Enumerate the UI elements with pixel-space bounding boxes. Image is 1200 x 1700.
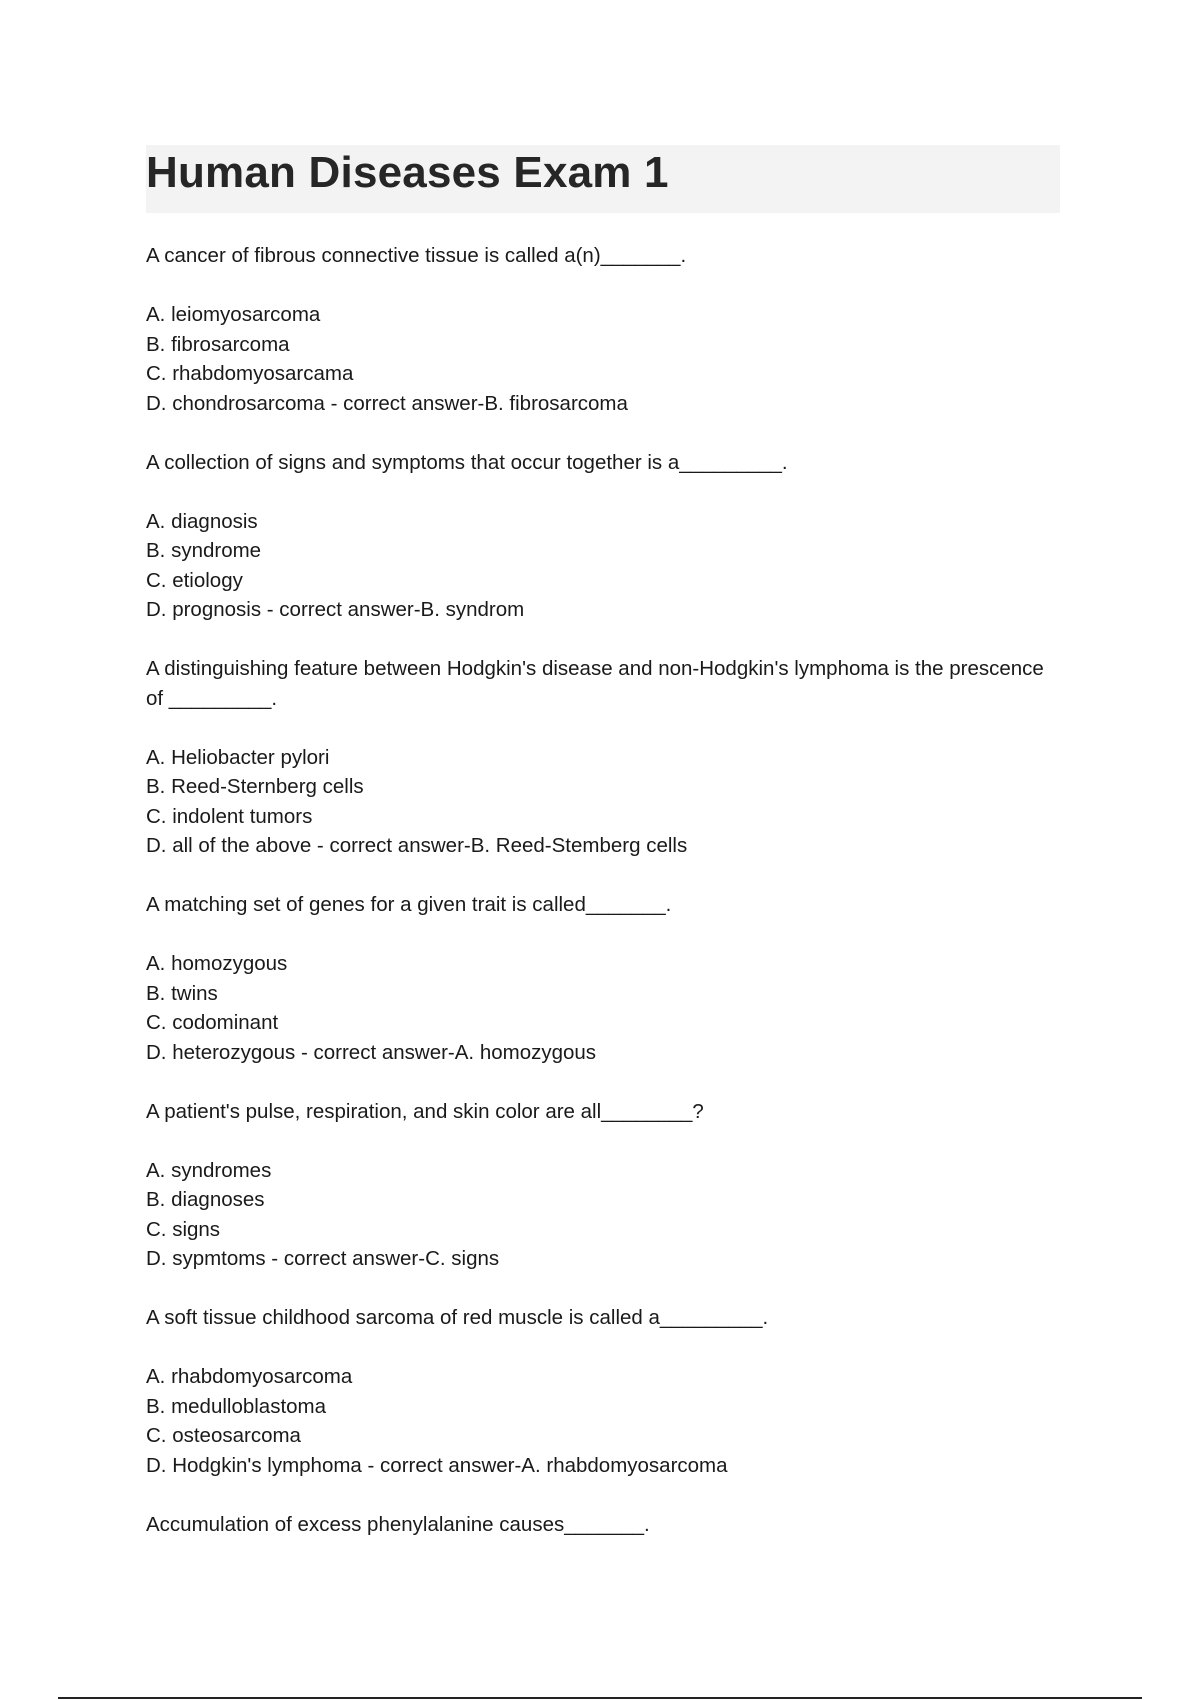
- answer-option-b: B. twins: [146, 981, 218, 1005]
- question-stem: A cancer of fibrous connective tissue is called a(n)_______.: [146, 244, 687, 267]
- answer-options: [146, 743, 1046, 861]
- question-4: [146, 890, 1046, 1067]
- answer-options: [146, 1362, 1046, 1480]
- answer-option-b: B. Reed-Sternberg cells: [146, 775, 364, 798]
- question-stem: A distinguishing feature between Hodgkin's disease and non-Hodgkin's lymphoma is the prescence of _________.: [146, 657, 1044, 710]
- question-stem: Accumulation of excess phenylalanine causes_______.: [146, 1512, 650, 1536]
- question-stem: A collection of signs and symptoms that occur together is a_________.: [146, 450, 788, 474]
- answer-option-d: D. Hodgkin's lymphoma - correct answer-A. rhabdomyosarcoma: [146, 1453, 728, 1477]
- answer-option-d: D. sypmtoms - correct answer-C. signs: [146, 1247, 500, 1270]
- answer-option-b: B. diagnoses: [146, 1188, 265, 1211]
- answer-option-a: A. homozygous: [146, 952, 288, 975]
- answer-option-c: C. indolent tumors: [146, 804, 313, 828]
- answer-option-c: C. etiology: [146, 568, 243, 592]
- question-2: [146, 448, 1046, 625]
- answer-option-a: A. diagnosis: [146, 509, 258, 533]
- question-list: [146, 241, 1046, 1569]
- answer-option-c: C. osteosarcoma: [146, 1424, 301, 1447]
- answer-option-a: A. rhabdomyosarcoma: [146, 1365, 353, 1388]
- question-stem: A matching set of genes for a given trait is called_______.: [146, 893, 672, 916]
- answer-option-d: D. heterozygous - correct answer-A. homozygous: [146, 1040, 597, 1064]
- answer-option-a: A. syndromes: [146, 1158, 272, 1182]
- answer-options: [146, 507, 1046, 625]
- answer-option-d: D. chondrosarcoma - correct answer-B. fibrosarcoma: [146, 391, 628, 415]
- answer-option-a: A. Heliobacter pylori: [146, 745, 330, 769]
- answer-option-d: D. all of the above - correct answer-B. Reed-Stemberg cells: [146, 834, 688, 857]
- answer-option-b: B. medulloblastoma: [146, 1394, 327, 1418]
- question-3: [146, 654, 1046, 861]
- question-stem: A soft tissue childhood sarcoma of red muscle is called a_________.: [146, 1306, 769, 1329]
- answer-option-b: B. fibrosarcoma: [146, 332, 290, 356]
- answer-option-c: C. codominant: [146, 1011, 279, 1034]
- answer-option-c: C. signs: [146, 1217, 221, 1241]
- answer-options: [146, 1156, 1046, 1274]
- footer-divider: [58, 1697, 1142, 1699]
- answer-option-b: B. syndrome: [146, 539, 262, 562]
- answer-option-d: D. prognosis - correct answer-B. syndrom: [146, 598, 525, 621]
- question-7: [146, 1510, 1046, 1540]
- question-5: [146, 1097, 1046, 1274]
- question-stem: A patient's pulse, respiration, and skin color are all________?: [146, 1099, 704, 1123]
- question-1: [146, 241, 1046, 418]
- page-title: Human Diseases Exam 1: [146, 148, 669, 197]
- answer-option-c: C. rhabdomyosarcama: [146, 362, 354, 385]
- answer-options: [146, 949, 1046, 1067]
- answer-options: [146, 300, 1046, 418]
- question-6: [146, 1303, 1046, 1480]
- answer-option-a: A. leiomyosarcoma: [146, 303, 321, 326]
